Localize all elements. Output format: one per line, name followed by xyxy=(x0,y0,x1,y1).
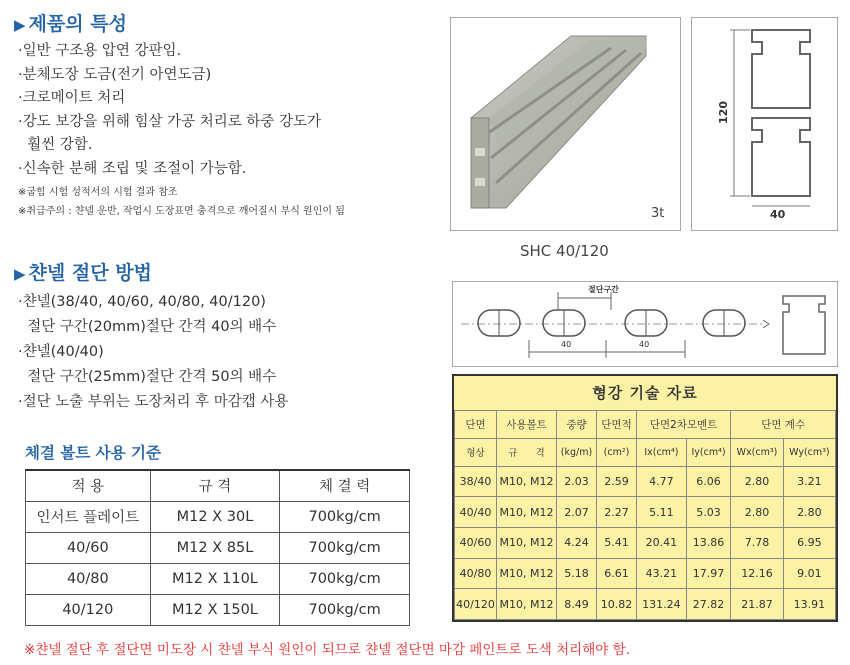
spec-table-title: 형강 기술 자료 xyxy=(592,384,698,403)
table-cell: 38/40 xyxy=(455,466,497,497)
table-cell: M12 X 30L xyxy=(150,501,280,532)
product-caption: SHC 40/120 xyxy=(520,242,609,260)
cutting-item: ·챤넬(38/40, 40/60, 40/80, 40/120) xyxy=(18,294,266,310)
dim-width-label: 40 xyxy=(770,208,786,221)
table-cell: 9.01 xyxy=(783,558,835,589)
cutting-title: ▶ 챤넬 절단 방법 xyxy=(14,262,152,284)
table-cell: 40/80 xyxy=(455,558,497,589)
table-cell: M10, M12 xyxy=(497,497,557,528)
table-cell: 40/120 xyxy=(455,589,497,620)
table-cell: 2.03 xyxy=(557,466,597,497)
table-cell: 40/80 xyxy=(26,563,151,594)
header-cell: 단면2차모멘트 xyxy=(637,410,731,438)
header-cell: (cm²) xyxy=(597,438,637,466)
table-cell: M10, M12 xyxy=(497,558,557,589)
header-cell: 체 결 력 xyxy=(280,470,410,501)
table-cell: 4.24 xyxy=(557,527,597,558)
channel-photo xyxy=(451,18,680,230)
cross-section-box xyxy=(691,17,838,231)
header-cell: Wx(cm³) xyxy=(731,438,783,466)
table-cell: 3.21 xyxy=(783,466,835,497)
table-cell: 5.03 xyxy=(686,497,731,528)
table-cell: 인서트 플레이트 xyxy=(26,501,151,532)
table-header-row xyxy=(455,376,836,410)
header-cell: Iy(cm⁴) xyxy=(686,438,731,466)
header-cell: 규 격 xyxy=(497,438,557,466)
header-cell: 규 격 xyxy=(150,470,280,501)
table-cell: 20.41 xyxy=(637,527,687,558)
cutting-item: ·챤넬(40/40) xyxy=(18,344,104,360)
table-cell: 40/60 xyxy=(26,532,151,563)
table-cell: 5.18 xyxy=(557,558,597,589)
header-cell: 사용볼트 xyxy=(497,410,557,438)
feature-item: ·일반 구조용 압연 강판임. xyxy=(18,43,182,59)
table-cell: 6.95 xyxy=(783,527,835,558)
cut-drawing xyxy=(453,282,837,366)
table-cell: 5.11 xyxy=(637,497,687,528)
table-cell: 10.82 xyxy=(597,589,637,620)
header-cell: Wy(cm³) xyxy=(783,438,835,466)
header-cell: 단면 xyxy=(455,410,497,438)
footnote: ※챤넬 절단 후 절단면 미도장 시 챤넬 부식 원인이 되므로 챤넬 절단면 마감 페인트로 도색 처리해야 함. xyxy=(24,642,630,658)
table-cell: 6.61 xyxy=(597,558,637,589)
feature-item: ·분체도장 도금(전기 아연도금) xyxy=(18,66,212,83)
product-photo-box xyxy=(450,17,681,231)
table-cell: 700kg/cm xyxy=(280,532,410,563)
table-row xyxy=(26,594,410,625)
cut-section-label: 절단구간 xyxy=(588,285,619,294)
table-header-row xyxy=(455,438,836,466)
bolt-table xyxy=(25,469,410,626)
table-cell: 40/40 xyxy=(455,497,497,528)
cutting-item: 절단 구간(25mm)절단 간격 50의 배수 xyxy=(18,369,277,385)
table-cell: 2.27 xyxy=(597,497,637,528)
table-cell: 2.07 xyxy=(557,497,597,528)
table-row xyxy=(26,563,410,594)
header-cell: 단면 계수 xyxy=(731,410,836,438)
cross-section-drawing xyxy=(692,18,837,230)
feature-note: ※굽힘 시험 성적서의 시험 결과 참조 xyxy=(18,187,178,198)
feature-item: 훨씬 강함. xyxy=(18,137,93,153)
header-cell: 중량 xyxy=(557,410,597,438)
table-cell: 131.24 xyxy=(637,589,687,620)
table-cell: M10, M12 xyxy=(497,527,557,558)
table-cell: 40/120 xyxy=(26,594,151,625)
table-cell: 700kg/cm xyxy=(280,594,410,625)
table-cell: 700kg/cm xyxy=(280,501,410,532)
table-cell: 27.82 xyxy=(686,589,731,620)
table-cell: 40/60 xyxy=(455,527,497,558)
table-header-row xyxy=(455,410,836,438)
spec-table-box xyxy=(452,374,838,622)
table-cell: 700kg/cm xyxy=(280,563,410,594)
thickness-label: 3t xyxy=(651,206,665,221)
bolt-title: 체결 볼트 사용 기준 xyxy=(25,444,161,462)
table-row xyxy=(455,466,836,497)
table-cell: 2.59 xyxy=(597,466,637,497)
cut-dim-label: 40 xyxy=(561,340,572,349)
header-cell: (kg/m) xyxy=(557,438,597,466)
header-cell: Ix(cm⁴) xyxy=(637,438,687,466)
table-cell: M12 X 150L xyxy=(150,594,280,625)
features-list xyxy=(18,40,345,221)
table-cell: 8.49 xyxy=(557,589,597,620)
table-row xyxy=(455,497,836,528)
feature-item: ·신속한 분해 조립 및 조절이 가능함. xyxy=(18,160,247,177)
table-row xyxy=(455,558,836,589)
table-cell: 17.97 xyxy=(686,558,731,589)
table-cell: 43.21 xyxy=(637,558,687,589)
table-cell: 6.06 xyxy=(686,466,731,497)
table-cell: M12 X 85L xyxy=(150,532,280,563)
table-cell: 2.80 xyxy=(731,466,783,497)
triangle-bullet-icon: ▶ xyxy=(14,16,26,34)
table-row xyxy=(455,527,836,558)
feature-item: ·크로메이트 처리 xyxy=(18,90,126,106)
cutting-list xyxy=(18,290,288,415)
table-row xyxy=(455,589,836,620)
table-cell: 7.78 xyxy=(731,527,783,558)
table-cell: 5.41 xyxy=(597,527,637,558)
triangle-bullet-icon: ▶ xyxy=(14,265,26,283)
header-cell: 적 용 xyxy=(26,470,151,501)
header-cell: 단면적 xyxy=(597,410,637,438)
table-header-row xyxy=(26,470,410,501)
table-cell: 21.87 xyxy=(731,589,783,620)
table-cell: 2.80 xyxy=(783,497,835,528)
feature-item: ·강도 보강을 위해 힘살 가공 처리로 하중 강도가 xyxy=(18,113,322,130)
spec-table xyxy=(454,376,836,620)
table-cell: 13.91 xyxy=(783,589,835,620)
table-cell: 12.16 xyxy=(731,558,783,589)
table-cell: M12 X 110L xyxy=(150,563,280,594)
table-cell: 2.80 xyxy=(731,497,783,528)
features-title: ▶ 제품의 특성 xyxy=(14,13,127,35)
table-cell: 13.86 xyxy=(686,527,731,558)
dim-height-label: 120 xyxy=(716,101,730,124)
feature-note: ※취급주의 : 챤넬 운반, 작업시 도장표면 충격으로 깨어질시 부식 원인이 됨 xyxy=(18,206,345,217)
cut-dim-label: 40 xyxy=(639,340,650,349)
table-row xyxy=(26,532,410,563)
table-cell: M10, M12 xyxy=(497,466,557,497)
table-row xyxy=(26,501,410,532)
cut-drawing-box xyxy=(452,281,838,367)
header-cell: 형상 xyxy=(455,438,497,466)
cutting-item: 절단 구간(20mm)절단 간격 40의 배수 xyxy=(18,319,277,335)
table-cell: M10, M12 xyxy=(497,589,557,620)
table-cell: 4.77 xyxy=(637,466,687,497)
cutting-item: ·절단 노출 부위는 도장처리 후 마감캡 사용 xyxy=(18,394,289,410)
